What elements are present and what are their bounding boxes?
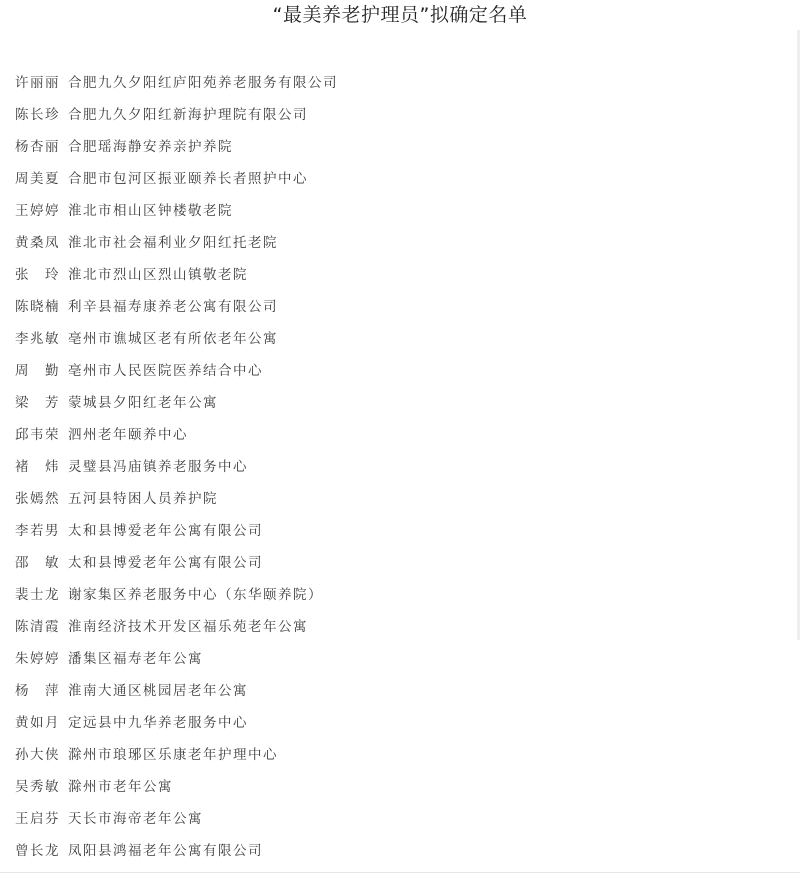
nominee-name: 许丽丽 xyxy=(15,75,60,91)
list-item xyxy=(15,70,338,102)
nominee-organization: 亳州市谯城区老有所依老年公寓 xyxy=(68,331,278,347)
nominee-organization: 淮南经济技术开发区福乐苑老年公寓 xyxy=(68,619,308,635)
nominee-name: 梁 芳 xyxy=(15,395,60,411)
nominee-name: 褚 炜 xyxy=(15,459,60,475)
nominee-name: 黄如月 xyxy=(15,715,60,731)
nominee-name: 吴秀敏 xyxy=(15,779,60,795)
list-item xyxy=(15,326,338,358)
nominee-name: 陈清霞 xyxy=(15,619,60,635)
nominee-name: 李若男 xyxy=(15,523,60,539)
list-item xyxy=(15,198,338,230)
nominee-name: 裴士龙 xyxy=(15,587,60,603)
nominee-organization: 蒙城县夕阳红老年公寓 xyxy=(68,395,218,411)
list-item xyxy=(15,230,338,262)
nominee-name: 曾长龙 xyxy=(15,843,60,859)
list-item xyxy=(15,262,338,294)
nominee-organization: 利辛县福寿康养老公寓有限公司 xyxy=(68,299,278,315)
nominee-list xyxy=(15,70,338,870)
list-item xyxy=(15,774,338,806)
list-item xyxy=(15,582,338,614)
list-item xyxy=(15,742,338,774)
nominee-name: 王婷婷 xyxy=(15,203,60,219)
nominee-name: 李兆敏 xyxy=(15,331,60,347)
nominee-organization: 合肥九久夕阳红新海护理院有限公司 xyxy=(68,107,308,123)
nominee-name: 孙大侠 xyxy=(15,747,60,763)
nominee-name: 邱韦荣 xyxy=(15,427,60,443)
nominee-organization: 五河县特困人员养护院 xyxy=(68,491,218,507)
nominee-organization: 淮北市社会福利业夕阳红托老院 xyxy=(68,235,278,251)
list-item xyxy=(15,486,338,518)
nominee-name: 黄桑凤 xyxy=(15,235,60,251)
nominee-name: 陈长珍 xyxy=(15,107,60,123)
nominee-organization: 合肥市包河区振亚颐养长者照护中心 xyxy=(68,171,308,187)
nominee-organization: 潘集区福寿老年公寓 xyxy=(68,651,203,667)
nominee-organization: 淮北市相山区钟楼敬老院 xyxy=(68,203,233,219)
nominee-name: 张 玲 xyxy=(15,267,60,283)
nominee-organization: 太和县博爱老年公寓有限公司 xyxy=(68,555,263,571)
nominee-organization: 定远县中九华养老服务中心 xyxy=(68,715,248,731)
list-item xyxy=(15,710,338,742)
nominee-organization: 滁州市老年公寓 xyxy=(68,779,173,795)
nominee-name: 邵 敏 xyxy=(15,555,60,571)
list-item xyxy=(15,422,338,454)
list-item xyxy=(15,102,338,134)
page-title: “最美养老护理员”拟确定名单 xyxy=(272,4,528,26)
list-item xyxy=(15,134,338,166)
list-item xyxy=(15,646,338,678)
nominee-organization: 太和县博爱老年公寓有限公司 xyxy=(68,523,263,539)
nominee-organization: 淮南大通区桃园居老年公寓 xyxy=(68,683,248,699)
list-item xyxy=(15,294,338,326)
nominee-name: 朱婷婷 xyxy=(15,651,60,667)
list-item xyxy=(15,518,338,550)
nominee-organization: 泗州老年颐养中心 xyxy=(68,427,188,443)
list-item xyxy=(15,454,338,486)
nominee-organization: 天长市海帝老年公寓 xyxy=(68,811,203,827)
nominee-name: 周美夏 xyxy=(15,171,60,187)
nominee-name: 杨 萍 xyxy=(15,683,60,699)
list-item xyxy=(15,166,338,198)
nominee-organization: 凤阳县鸿福老年公寓有限公司 xyxy=(68,843,263,859)
nominee-organization: 合肥瑶海静安养亲护养院 xyxy=(68,139,233,155)
bottom-divider xyxy=(0,872,800,873)
nominee-name: 陈晓楠 xyxy=(15,299,60,315)
nominee-name: 王启芬 xyxy=(15,811,60,827)
list-item xyxy=(15,358,338,390)
list-item xyxy=(15,806,338,838)
nominee-organization: 亳州市人民医院医养结合中心 xyxy=(68,363,263,379)
nominee-organization: 滁州市琅琊区乐康老年护理中心 xyxy=(68,747,278,763)
nominee-organization: 合肥九久夕阳红庐阳苑养老服务有限公司 xyxy=(68,75,338,91)
nominee-name: 周 勤 xyxy=(15,363,60,379)
list-item xyxy=(15,390,338,422)
nominee-name: 杨杏丽 xyxy=(15,139,60,155)
nominee-organization: 灵璧县冯庙镇养老服务中心 xyxy=(68,459,248,475)
list-item xyxy=(15,678,338,710)
list-item xyxy=(15,614,338,646)
list-item xyxy=(15,550,338,582)
list-item xyxy=(15,838,338,870)
nominee-organization: 谢家集区养老服务中心（东华颐养院） xyxy=(68,587,323,603)
nominee-organization: 淮北市烈山区烈山镇敬老院 xyxy=(68,267,248,283)
nominee-name: 张嫣然 xyxy=(15,491,60,507)
